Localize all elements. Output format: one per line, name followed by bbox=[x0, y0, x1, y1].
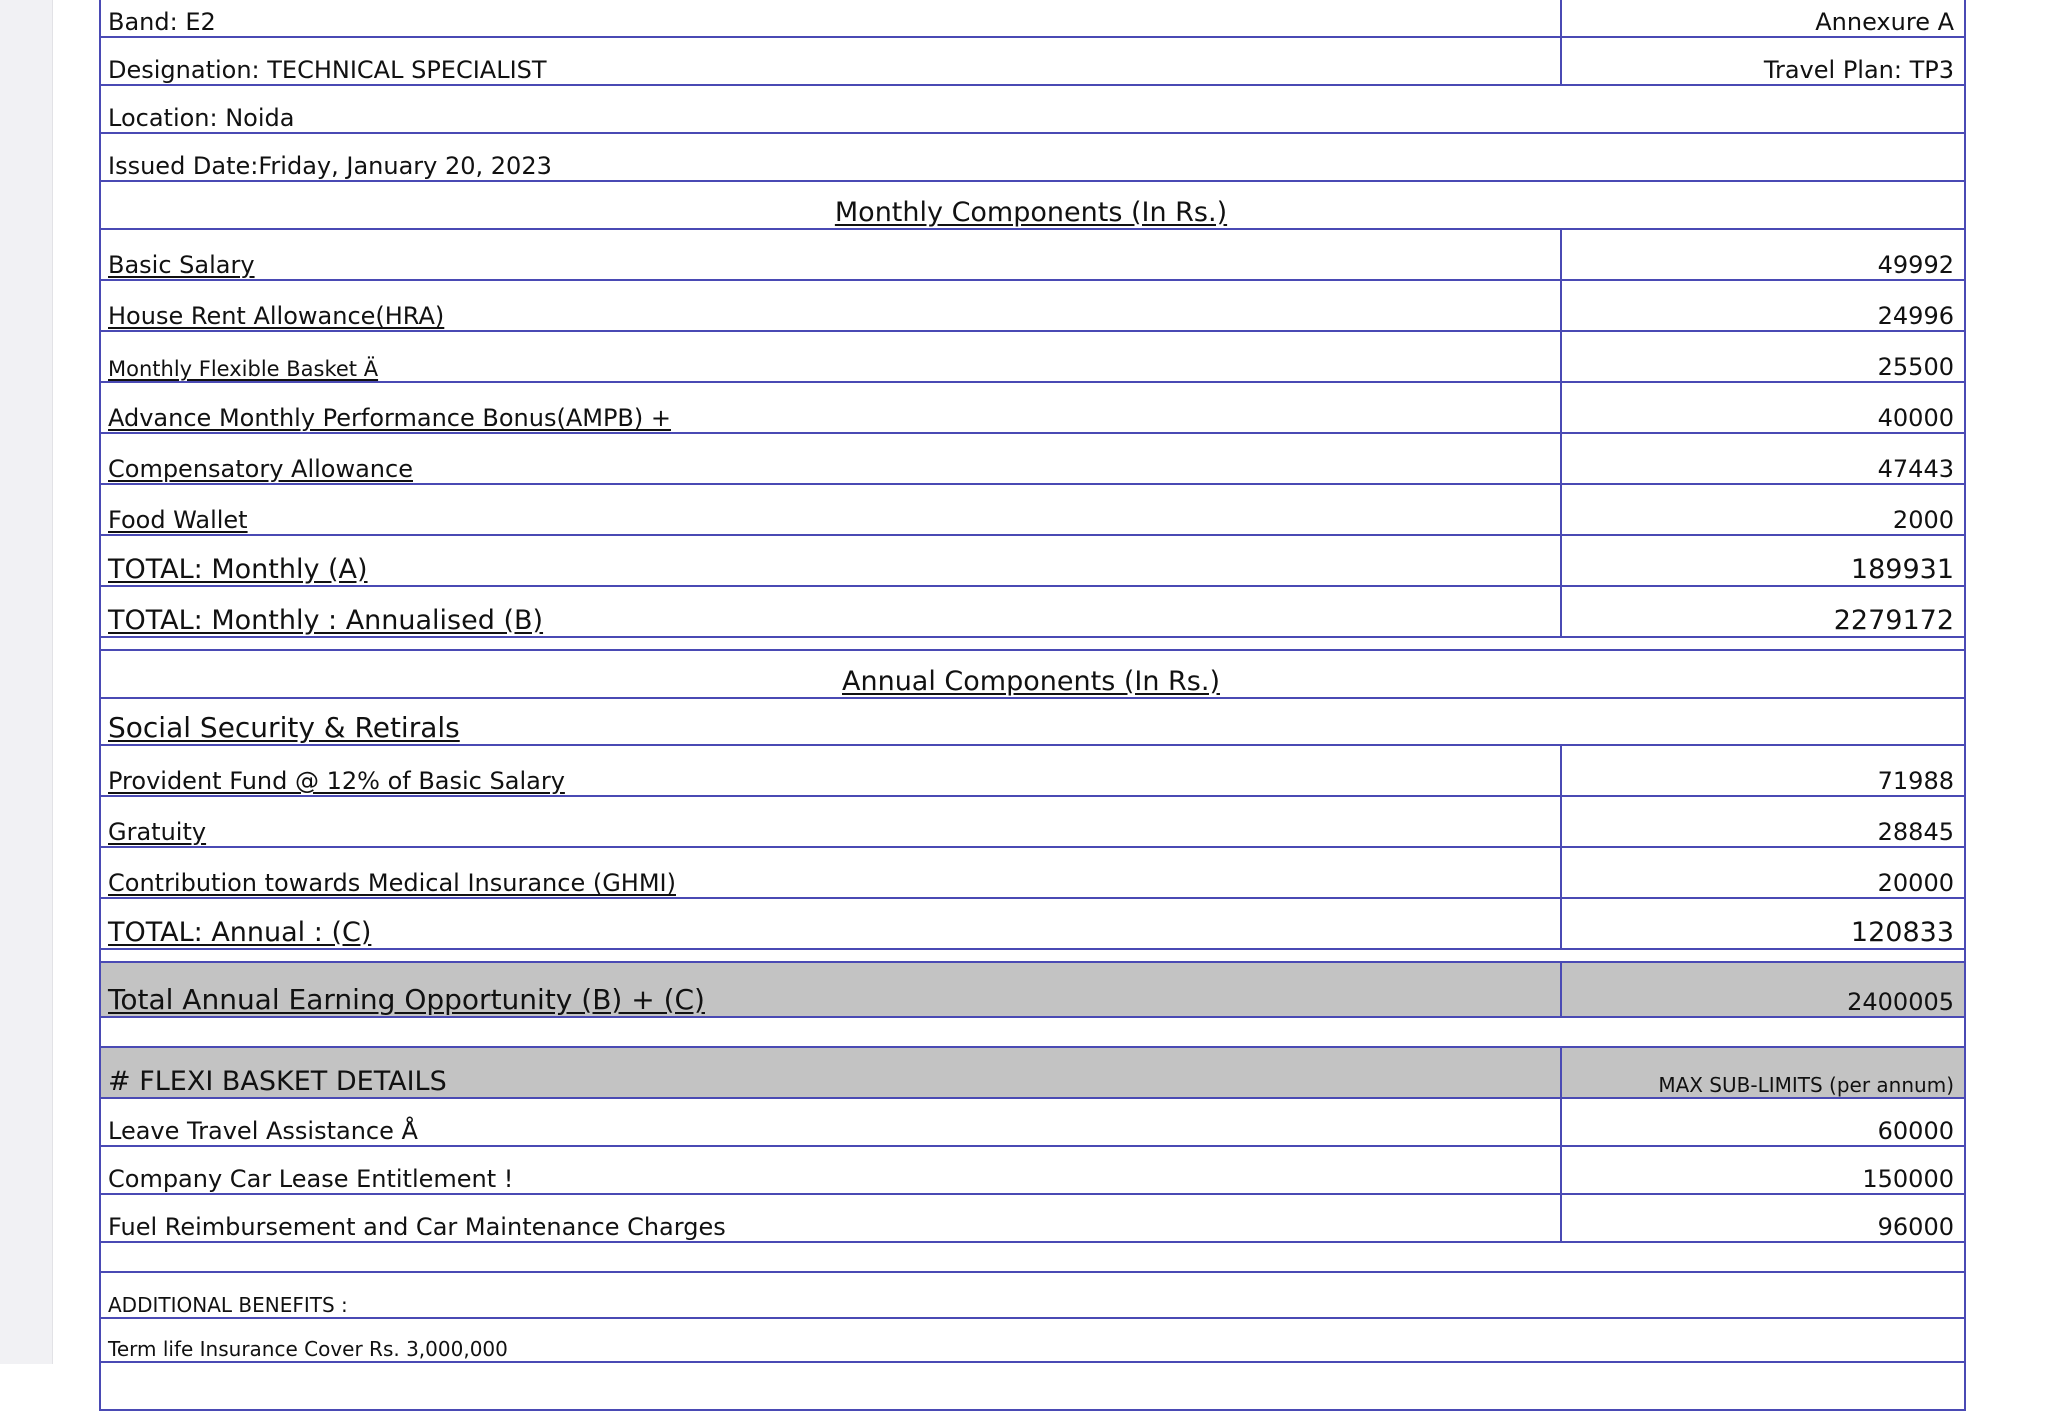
social-security-row bbox=[100, 698, 1965, 745]
band-row bbox=[100, 0, 1965, 37]
component-label: Advance Monthly Performance Bonus(AMPB) + bbox=[100, 382, 1561, 433]
empty-cell bbox=[100, 1362, 1965, 1410]
social-security-heading: Social Security & Retirals bbox=[100, 698, 1965, 745]
separator-row bbox=[100, 637, 1965, 650]
travel-plan-label: Travel Plan: TP3 bbox=[1561, 37, 1965, 85]
total-annual-label: TOTAL: Annual : (C) bbox=[100, 898, 1561, 949]
component-label: Provident Fund @ 12% of Basic Salary bbox=[100, 745, 1561, 796]
flexi-item-value: 150000 bbox=[1561, 1146, 1965, 1194]
component-label: House Rent Allowance(HRA) bbox=[100, 280, 1561, 331]
salary-annexure-sheet bbox=[99, 0, 1964, 1364]
flexi-item-label: Leave Travel Assistance Å bbox=[100, 1098, 1561, 1146]
gap-row bbox=[100, 1242, 1965, 1272]
component-value: 49992 bbox=[1561, 229, 1965, 280]
additional-benefits-title: ADDITIONAL BENEFITS : bbox=[100, 1272, 1965, 1318]
component-label: Contribution towards Medical Insurance (GHMI) bbox=[100, 847, 1561, 898]
component-value: 24996 bbox=[1561, 280, 1965, 331]
table-row bbox=[100, 280, 1965, 331]
band-label: Band: E2 bbox=[100, 0, 1561, 37]
term-life-cover-label: Term life Insurance Cover Rs. 3,000,000 bbox=[100, 1318, 1965, 1362]
gap-row bbox=[100, 1017, 1965, 1047]
flexi-header-row bbox=[100, 1047, 1965, 1098]
monthly-section-title-row bbox=[100, 181, 1965, 229]
table-row bbox=[100, 796, 1965, 847]
total-earning-label: Total Annual Earning Opportunity (B) + (C) bbox=[100, 962, 1561, 1017]
total-annual-row bbox=[100, 898, 1965, 949]
flexi-item-label: Company Car Lease Entitlement ! bbox=[100, 1146, 1561, 1194]
location-label: Location: Noida bbox=[100, 85, 1965, 133]
max-sublimits-header: MAX SUB-LIMITS (per annum) bbox=[1561, 1047, 1965, 1098]
location-row bbox=[100, 85, 1965, 133]
component-value: 25500 bbox=[1561, 331, 1965, 382]
monthly-section-title: Monthly Components (In Rs.) bbox=[100, 181, 1965, 229]
table-row bbox=[100, 382, 1965, 433]
total-monthly-row bbox=[100, 535, 1965, 586]
viewer-gutter bbox=[0, 0, 53, 1364]
component-label: Basic Salary bbox=[100, 229, 1561, 280]
component-value: 71988 bbox=[1561, 745, 1965, 796]
compensation-table bbox=[99, 0, 1966, 1411]
table-row bbox=[100, 1194, 1965, 1242]
term-life-row bbox=[100, 1318, 1965, 1362]
table-row bbox=[100, 1098, 1965, 1146]
annexure-label: Annexure A bbox=[1561, 0, 1965, 37]
table-row bbox=[100, 229, 1965, 280]
annual-section-title: Annual Components (In Rs.) bbox=[100, 650, 1965, 698]
designation-label: Designation: TECHNICAL SPECIALIST bbox=[100, 37, 1561, 85]
table-row bbox=[100, 1146, 1965, 1194]
table-row bbox=[100, 331, 1965, 382]
flexi-item-label: Fuel Reimbursement and Car Maintenance Charges bbox=[100, 1194, 1561, 1242]
flexi-basket-title: # FLEXI BASKET DETAILS bbox=[100, 1047, 1561, 1098]
total-monthly-value: 189931 bbox=[1561, 535, 1965, 586]
total-earning-row bbox=[100, 962, 1965, 1017]
issued-date-row bbox=[100, 133, 1965, 181]
separator-row bbox=[100, 949, 1965, 962]
flexi-item-value: 60000 bbox=[1561, 1098, 1965, 1146]
component-label: Compensatory Allowance bbox=[100, 433, 1561, 484]
total-monthly-label: TOTAL: Monthly (A) bbox=[100, 535, 1561, 586]
additional-benefits-row bbox=[100, 1272, 1965, 1318]
component-label: Food Wallet bbox=[100, 484, 1561, 535]
total-annual-value: 120833 bbox=[1561, 898, 1965, 949]
table-row bbox=[100, 484, 1965, 535]
issued-date-label: Issued Date:Friday, January 20, 2023 bbox=[100, 133, 1965, 181]
table-row bbox=[100, 433, 1965, 484]
component-value: 2000 bbox=[1561, 484, 1965, 535]
total-annualised-label: TOTAL: Monthly : Annualised (B) bbox=[100, 586, 1561, 637]
total-annualised-value: 2279172 bbox=[1561, 586, 1965, 637]
component-label: Gratuity bbox=[100, 796, 1561, 847]
component-value: 40000 bbox=[1561, 382, 1965, 433]
designation-row bbox=[100, 37, 1965, 85]
total-annualised-row bbox=[100, 586, 1965, 637]
annual-section-title-row bbox=[100, 650, 1965, 698]
component-value: 47443 bbox=[1561, 433, 1965, 484]
table-row bbox=[100, 1362, 1965, 1410]
total-earning-value: 2400005 bbox=[1561, 962, 1965, 1017]
component-value: 20000 bbox=[1561, 847, 1965, 898]
table-row bbox=[100, 847, 1965, 898]
flexi-item-value: 96000 bbox=[1561, 1194, 1965, 1242]
component-value: 28845 bbox=[1561, 796, 1965, 847]
component-label: Monthly Flexible Basket Ä bbox=[100, 331, 1561, 382]
table-row bbox=[100, 745, 1965, 796]
